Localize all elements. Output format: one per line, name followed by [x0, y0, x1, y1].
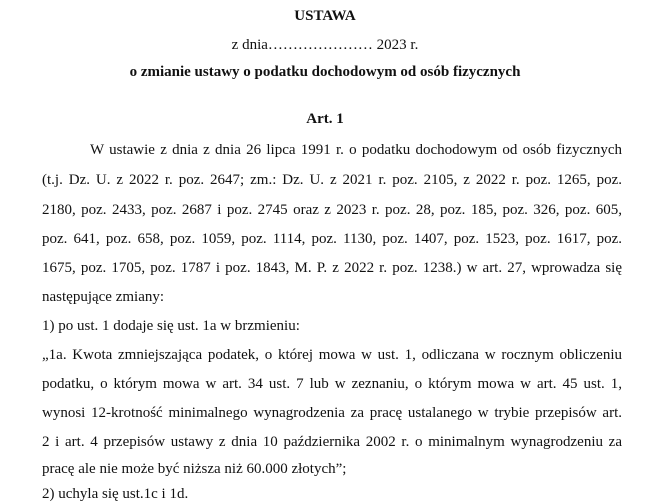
- body-line: poz. 641, poz. 658, poz. 1059, poz. 1114, poz. 1130, poz. 1407, poz. 1523, poz. 1617, poz.: [42, 231, 622, 247]
- amendment-item-1: 1) po ust. 1 dodaje się ust. 1a w brzmieniu:: [42, 318, 300, 334]
- article-heading: Art. 1: [306, 111, 344, 127]
- document-subject: o zmianie ustawy o podatku dochodowym od osób fizycznych: [129, 64, 521, 80]
- body-line: W ustawie z dnia z dnia 26 lipca 1991 r. o podatku dochodowym od osób fizycznych: [90, 142, 622, 158]
- quoted-provision-line: 2 i art. 4 przepisów ustawy z dnia 10 października 2002 r. o minimalnym wynagrodzeniu za: [42, 434, 622, 450]
- quoted-provision-line: pracę ale nie może być niższa niż 60.000 złotych”;: [42, 461, 347, 477]
- body-line: (t.j. Dz. U. z 2022 r. poz. 2647; zm.: Dz. U. z 2021 r. poz. 2105, z 2022 r. poz. 1265, poz.: [42, 172, 622, 188]
- quoted-provision-line: wynosi 12-krotność minimalnego wynagrodzenia za pracę ustalanego w trybie przepisów art.: [42, 405, 622, 421]
- body-line: następujące zmiany:: [42, 289, 165, 305]
- date-line: z dnia………………… 2023 r.: [231, 37, 419, 53]
- quoted-provision-line: podatku, o którym mowa w art. 34 ust. 7 lub w zeznaniu, o którym mowa w art. 45 ust. 1,: [42, 376, 622, 392]
- body-line: 1675, poz. 1705, poz. 1787 i poz. 1843, M. P. z 2022 r. poz. 1238.) w art. 27, wprowadza się: [42, 260, 622, 276]
- quoted-provision-line: „1a. Kwota zmniejszająca podatek, o której mowa w ust. 1, odliczana w rocznym obliczeniu: [42, 347, 622, 363]
- body-line: 2180, poz. 2433, poz. 2687 i poz. 2745 oraz z 2023 r. poz. 28, poz. 185, poz. 326, poz. 605,: [42, 202, 622, 218]
- document-title: USTAWA: [294, 8, 356, 24]
- amendment-item-2: 2) uchyla się ust.1c i 1d.: [42, 486, 189, 502]
